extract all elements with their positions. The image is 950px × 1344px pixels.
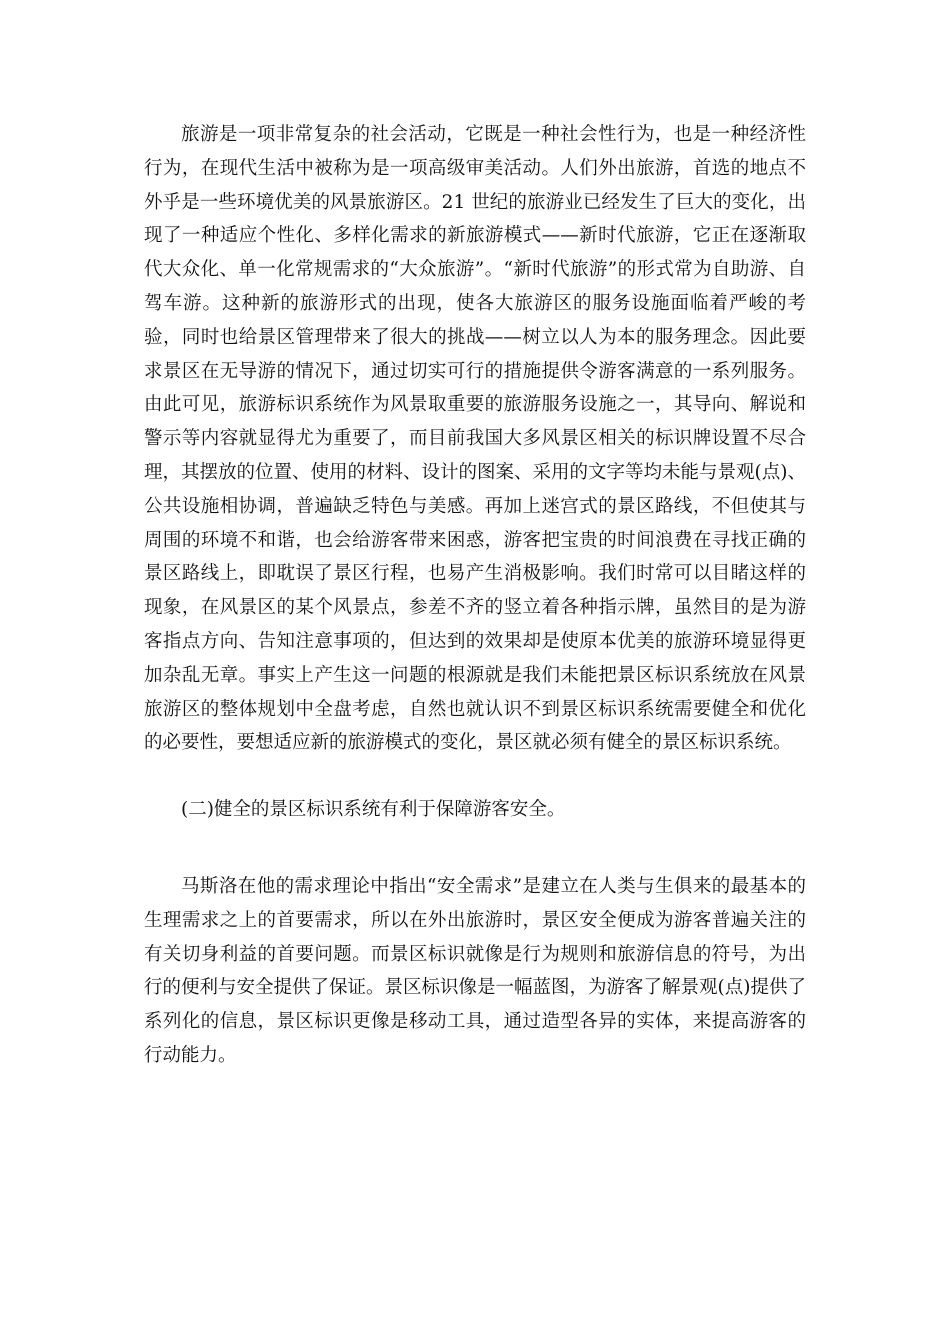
paragraph-tourism-signage: 旅游是一项非常复杂的社会活动，它既是一种社会性行为，也是一种经济性行为，在现代生活中被称为是一项高级审美活动。人们外出旅游，首选的地点不外乎是一些环境优美的风景旅游区。21 世纪的旅游业已经发生了巨大的变化，出现了一种适应个性化、多样化需求的新旅游模式——新时代旅游，它正在逐渐取代大众化、单一化常规需求的“大众旅游”。“新时代旅游”的形式常为自助游、自驾车游。这种新的旅游形式的出现，使各大旅游区的服务设施面临着严峻的考验，同时也给景区管理带来了很大的挑战——树立以人为本的服务理念。因此要求景区在无导游的情况下，通过切实可行的措施提供令游客满意的一系列服务。由此可见，旅游标识系统作为风景取重要的旅游服务设施之一，其导向、解说和警示等内容就显得尤为重要了，而目前我国大多风景区相关的标识牌设置不尽合理，其摆放的位置、使用的材料、设计的图案、采用的文字等均未能与景观(点)、公共设施相协调，普遍缺乏特色与美感。再加上迷宫式的景区路线，不但使其与周围的环境不和谐，也会给游客带来困惑，游客把宝贵的时间浪费在寻找正确的景区路线上，即耽误了景区行程，也易产生消极影响。我们时常可以目睹这样的现象，在风景区的某个风景点，参差不齐的竖立着各种指示牌，虽然目的是为游客指点方向、告知注意事项的，但达到的效果却是使原本优美的旅游环境显得更加杂乱无章。事实上产生这一问题的根源就是我们未能把景区标识系统放在风景旅游区的整体规划中全盘考虑，自然也就认识不到景区标识系统需要健全和优化的必要性，要想适应新的旅游模式的变化，景区就必须有健全的景区标识系统。 [144, 124, 806, 754]
section-heading-safety: (二)健全的景区标识系统有利于保障游客安全。 [181, 799, 566, 821]
document-body [144, 118, 806, 1073]
paragraph-maslow-safety: 马斯洛在他的需求理论中指出“安全需求”是建立在人类与生俱来的最基本的生理需求之上的首要需求，所以在外出旅游时，景区安全便成为游客普遍关注的有关切身利益的首要问题。而景区标识就像是行为规则和旅游信息的符号，为出行的便利与安全提供了保证。景区标识像是一幅蓝图，为游客了解景观(点)提供了系列化的信息，景区标识更像是移动工具，通过造型各异的实体，来提高游客的行动能力。 [144, 875, 806, 1066]
